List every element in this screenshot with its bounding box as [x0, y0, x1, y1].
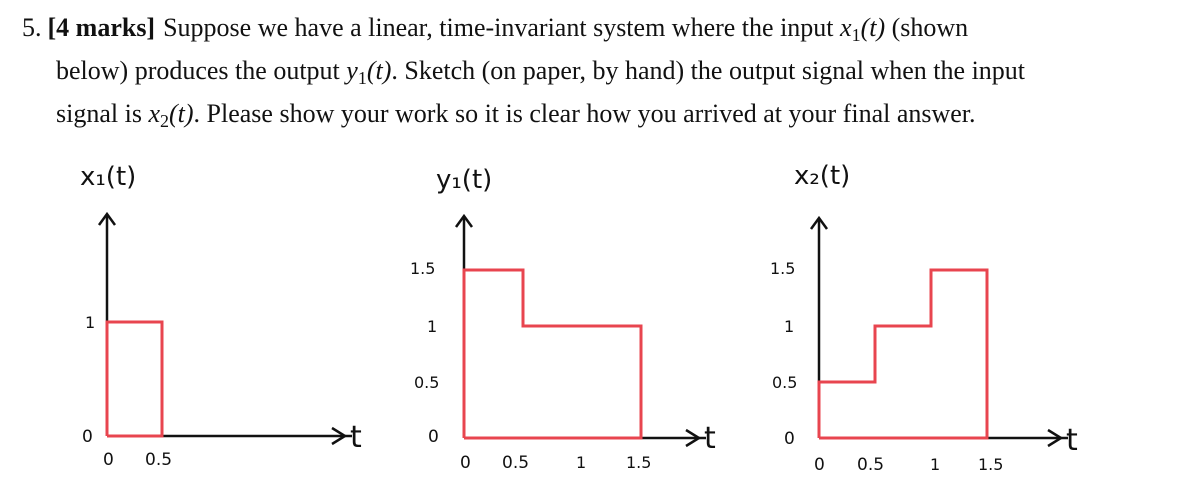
plot-x2-ytick-05: 0.5: [772, 373, 798, 392]
plot-y1-ytick-1: 1: [427, 317, 438, 336]
question-line3: signal is $x_2(t)$. Please show your work so it is clear how you arrived at your final answer.: [56, 99, 976, 131]
math-x1: $x_1(t)$: [840, 13, 886, 45]
plot-x1-ytick-1: 1: [85, 313, 96, 332]
plot-x2-title: x₂(t): [794, 161, 851, 191]
plot-x2-xtick-0: 0: [814, 455, 825, 475]
math-y1: $y_1(t)$: [346, 56, 392, 88]
plot-x2-ytick-1: 1: [784, 317, 795, 336]
plot-x1-title: x₁(t): [80, 162, 137, 192]
math-x2: $x_2(t)$: [148, 99, 194, 131]
plot-y1-ytick-05: 0.5: [414, 373, 440, 392]
question-marks: [4 marks]: [47, 13, 156, 42]
plot-x1: [80, 162, 362, 470]
plot-y1: [410, 165, 716, 473]
plot-x2-t-label: t: [1066, 423, 1078, 458]
plot-y1-ytick-0: 0: [428, 427, 439, 447]
plot-x1-t-label: t: [350, 420, 362, 455]
plot-y1-t-label: t: [704, 421, 716, 456]
plot-x2-signal: [819, 270, 987, 438]
plot-x2-ytick-15: 1.5: [770, 259, 796, 278]
plot-x2: [770, 161, 1078, 475]
question-line1-a: Suppose we have a linear, time-invariant system where the input: [163, 13, 841, 42]
plot-y1-xtick-1: 1: [576, 453, 587, 472]
plot-y1-signal: [464, 270, 641, 438]
plot-x1-xtick-0: 0: [103, 450, 114, 470]
plot-y1-xtick-15: 1.5: [626, 453, 652, 472]
plot-x2-xtick-05: 0.5: [857, 455, 885, 475]
plot-x1-xtick-05: 0.5: [145, 450, 173, 470]
question-text: [22, 10, 1172, 139]
plot-y1-ytick-15: 1.5: [410, 259, 436, 278]
plot-y1-xtick-05: 0.5: [502, 453, 530, 473]
question-number: 5.: [22, 13, 42, 42]
question-line2: below) produces the output $y_1(t)$. Sketch (on paper, by hand) the output signal when the input: [56, 56, 1026, 88]
question-line1-b: (shown: [885, 13, 969, 42]
plot-x2-ytick-0: 0: [784, 429, 795, 449]
plot-x1-ytick-0: 0: [82, 427, 93, 447]
plot-x1-signal: [107, 322, 162, 436]
signal-plots: [0, 140, 1189, 502]
plot-y1-title: y₁(t): [436, 165, 493, 195]
plot-y1-xtick-0: 0: [460, 453, 471, 473]
plot-x2-xtick-1: 1: [930, 455, 941, 474]
plot-x2-xtick-15: 1.5: [978, 455, 1004, 474]
